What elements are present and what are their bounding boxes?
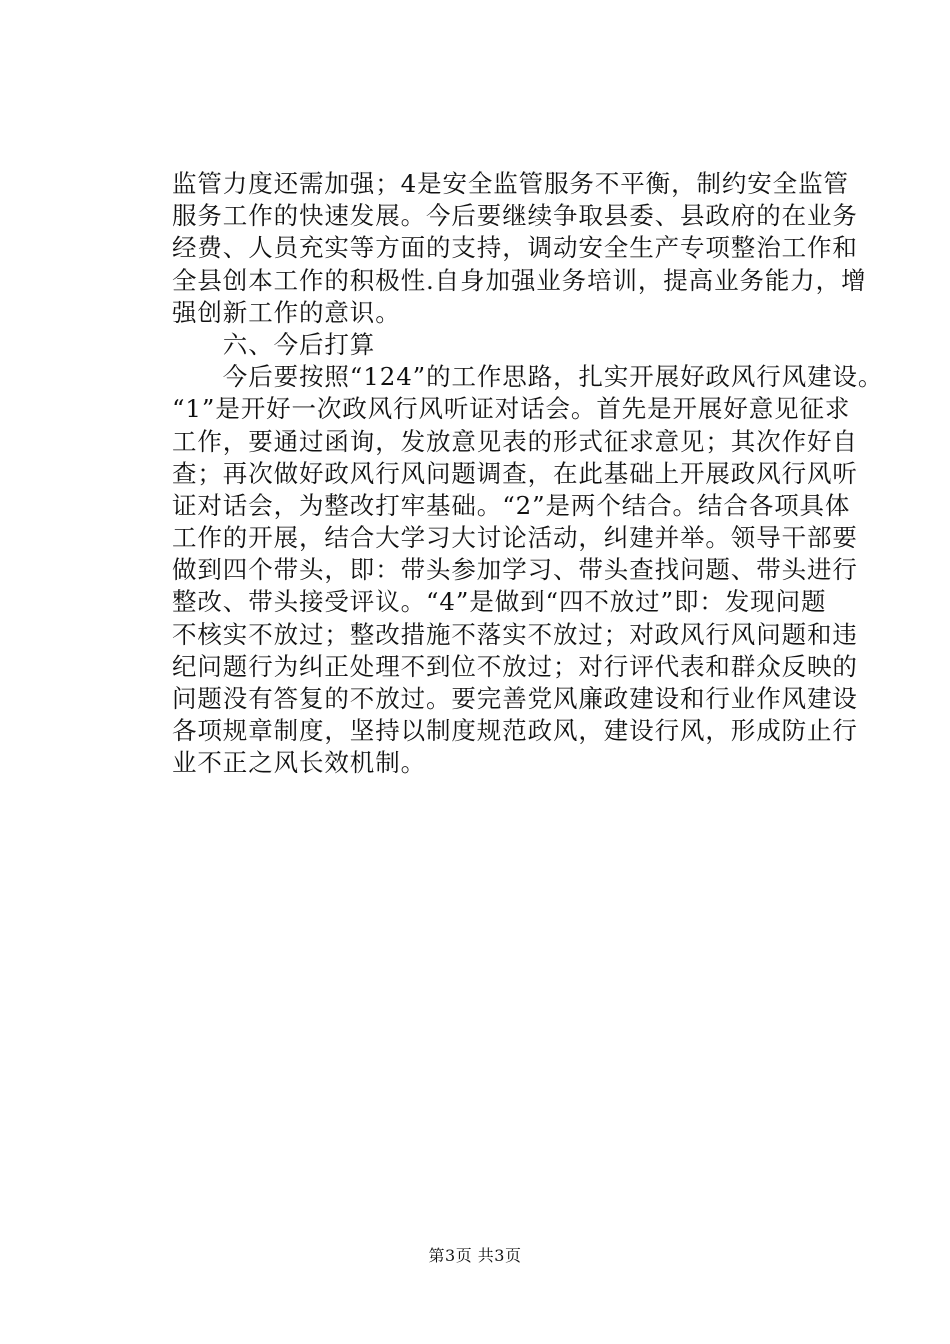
text-line: 证对话会，为整改打牢基础。“2”是两个结合。结合各项具体 bbox=[172, 490, 851, 520]
text-line: 不核实不放过；整改措施不落实不放过；对政风行风问题和违 bbox=[172, 619, 858, 649]
text-line: 工作，要通过函询，发放意见表的形式征求意见；其次作好自 bbox=[172, 426, 858, 456]
text-line: “1”是开好一次政风行风听证对话会。首先是开展好意见征求 bbox=[172, 394, 851, 424]
section-heading: 六、今后打算 bbox=[172, 329, 376, 359]
document-body bbox=[172, 168, 884, 780]
text-line: 业不正之风长效机制。 bbox=[172, 748, 426, 778]
text-line: 做到四个带头，即：带头参加学习、带头查找问题、带头进行 bbox=[172, 555, 858, 585]
text-line: 经费、人员充实等方面的支持，调动安全生产专项整治工作和 bbox=[172, 233, 858, 263]
text-line: 监管力度还需加强；4是安全监管服务不平衡，制约安全监管 bbox=[172, 169, 849, 198]
text-line: 问题没有答复的不放过。要完善党风廉政建设和行业作风建设 bbox=[172, 684, 858, 713]
page-number-footer: 第3页 共3页 bbox=[428, 1246, 522, 1265]
text-line: 今后要按照“124”的工作思路，扎实开展好政风行风建设。 bbox=[172, 362, 884, 392]
text-line: 工作的开展，结合大学习大讨论活动，纠建并举。领导干部要 bbox=[172, 523, 858, 553]
text-line: 查；再次做好政风行风问题调查，在此基础上开展政风行风听 bbox=[172, 458, 858, 488]
text-line: 强创新工作的意识。 bbox=[172, 297, 401, 327]
text-line: 各项规章制度，坚持以制度规范政风，建设行风，形成防止行 bbox=[172, 716, 858, 746]
text-line: 全县创本工作的积极性.自身加强业务培训，提高业务能力，增 bbox=[172, 265, 867, 295]
text-line: 纪问题行为纠正处理不到位不放过；对行评代表和群众反映的 bbox=[172, 651, 858, 681]
text-line: 整改、带头接受评议。“4”是做到“四不放过”即：发现问题 bbox=[172, 587, 827, 617]
text-line: 服务工作的快速发展。今后要继续争取县委、县政府的在业务 bbox=[172, 201, 858, 231]
